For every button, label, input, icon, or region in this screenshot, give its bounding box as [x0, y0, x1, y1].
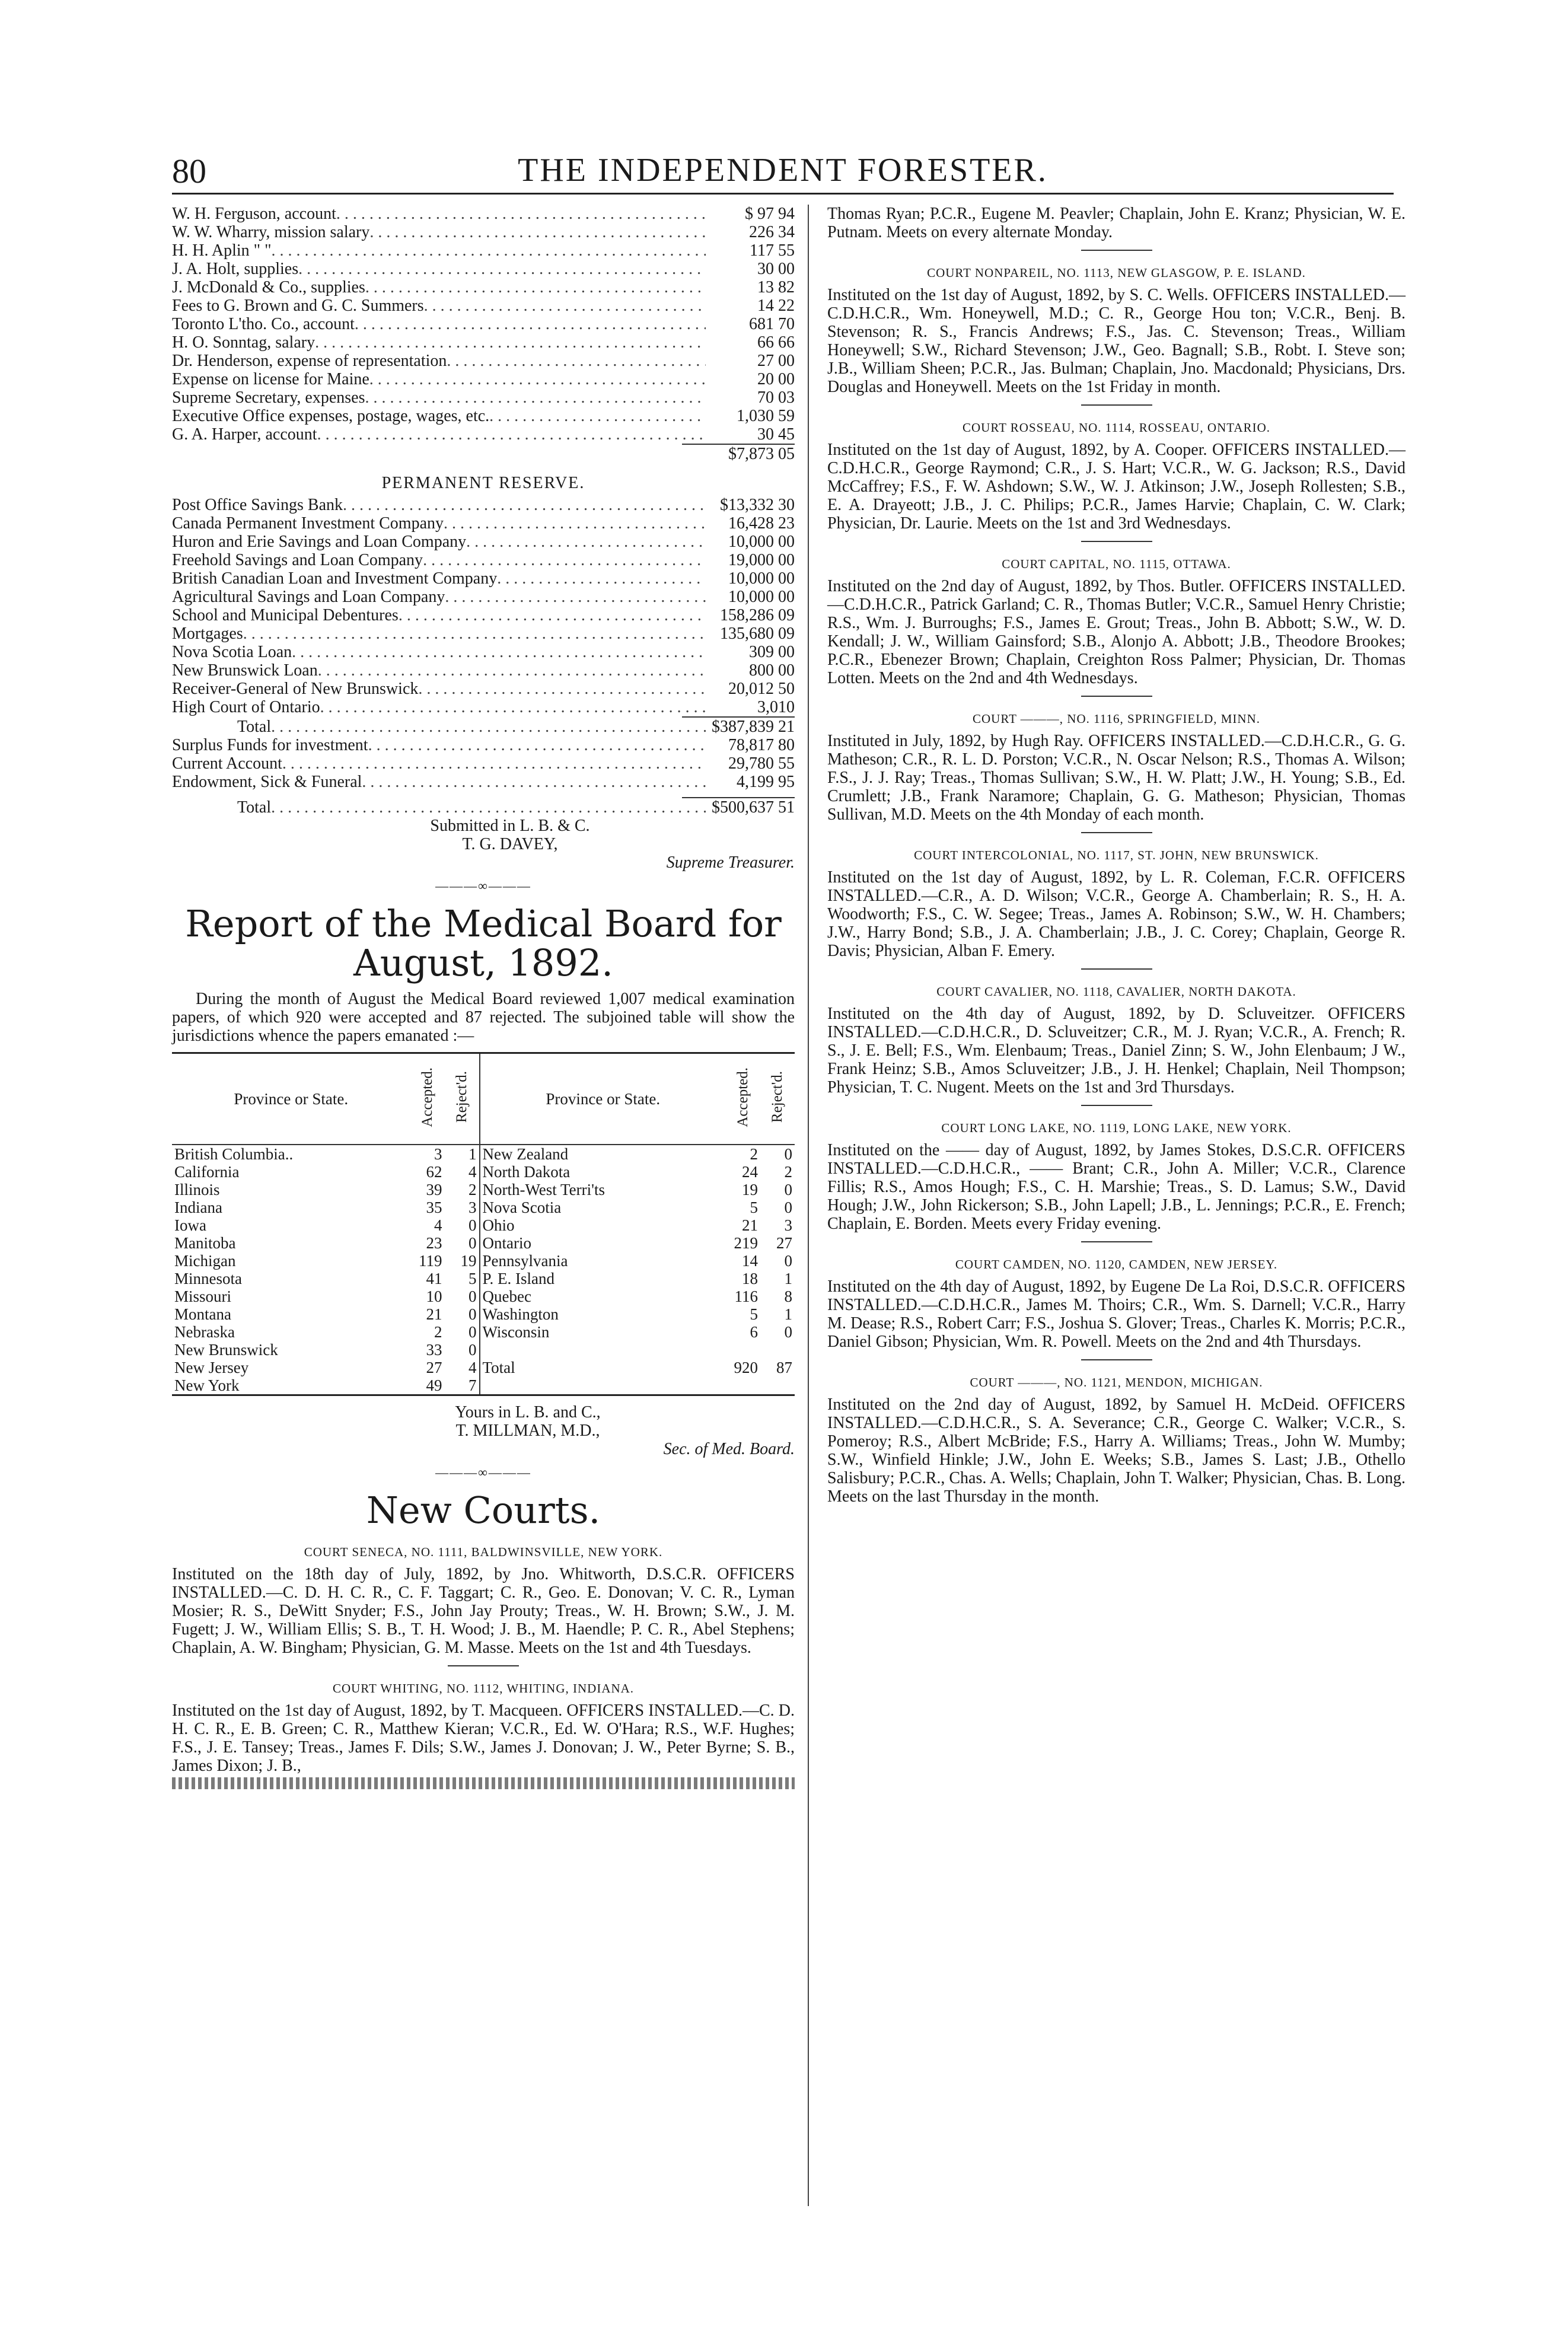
left-cell-name: Michigan — [174, 1252, 236, 1270]
court-separator — [1081, 696, 1152, 697]
left-cell-rejected: 0 — [469, 1323, 477, 1341]
right-cell-name: Total — [480, 1359, 726, 1376]
left-cell-rejected: 0 — [469, 1287, 477, 1305]
reserve-row — [172, 496, 795, 514]
reserve-row-amount: 10,000 00 — [728, 569, 795, 588]
court-body: Instituted on the 18th day of July, 1892, by Jno. Whitworth, D.S.C.R. OFFICERS INSTALLED.—C. D. H. C. R., C. F. Taggart; C. R., Geo. E. Donovan; V. C. R., Lyman Mosier; R. S., DeWitt Snyder; F.S., John Jay Prouty; Treas., W. H. Brown; S.W., J. M. Fugett; J. W., William Ellis; S. B., T. H. Wood; J. B., M. Haendle; P. C. R., Abel Stephens; Chaplain, A. W. Bingham; Physician, G. M. Masse. Meets on the 1st and 4th Tuesdays. — [172, 1565, 795, 1657]
left-cell-accepted: 2 — [434, 1323, 442, 1341]
court-entry — [827, 205, 1406, 241]
left-cell-accepted: 3 — [434, 1145, 442, 1163]
reserve-row-amount: 135,680 09 — [720, 624, 795, 643]
left-cell-name: Montana — [174, 1305, 231, 1323]
right-cell-name: Ontario — [480, 1234, 726, 1252]
left-cell-accepted: 27 — [426, 1359, 442, 1376]
court-entry — [827, 1241, 1406, 1351]
left-cell-name: Manitoba — [174, 1234, 236, 1252]
expense-row-amount: $ 97 94 — [745, 205, 795, 223]
expense-row-amount: 1,030 59 — [737, 407, 795, 425]
court-entry — [827, 250, 1406, 396]
expense-row-amount: 20 00 — [757, 370, 795, 388]
left-cell-rejected: 3 — [469, 1199, 477, 1216]
court-title: COURT WHITING, NO. 1112, WHITING, INDIANA. — [332, 1681, 635, 1695]
reserve-row-amount: 158,286 09 — [720, 606, 795, 624]
right-cell-accepted: 21 — [742, 1216, 758, 1234]
reserve-row — [172, 533, 795, 551]
other-fund-row-label: Current Account — [172, 754, 282, 773]
expense-row-label: W. H. Ferguson, account — [172, 205, 336, 223]
col-province-left: Province or State. — [172, 1053, 410, 1145]
left-cell-rejected: 0 — [469, 1341, 477, 1359]
expense-row-label: G. A. Harper, account — [172, 425, 317, 444]
medical-report-heading: Report of the Medical Board for August, 1892. — [185, 902, 782, 984]
left-cell-accepted: 119 — [419, 1252, 442, 1270]
other-fund-row-label: Surplus Funds for investment — [172, 736, 368, 754]
reserve-row-label: Post Office Savings Bank — [172, 496, 343, 514]
right-cell-rejected: 0 — [784, 1252, 792, 1270]
court-body: Instituted on the 2nd day of August, 1892, by Thos. Butler. OFFICERS INSTALLED.—C.D.H.C.R., Patrick Garland; C. R., Thomas Butler; V.C.R., Samuel Henry Christie; R.S., Wm. J. Burroughs; F.S., James E. Grout; Treas., John B. Abbott; S.W., W. D. Kendall; J. W., William Gainsford; S.B., Alonjo A. Abbott; J.B., Theodore Brookes; P.C.R., Ebenezer Brown; Chaplain, Creighton Ross Palmer; Physician, Dr. Thomas Lotten. Meets on the 2nd and 4th Wednesdays. — [827, 577, 1406, 687]
left-cell-rejected: 5 — [469, 1270, 477, 1287]
left-cell-name: Minnesota — [174, 1270, 242, 1287]
right-cell-rejected: 3 — [784, 1216, 792, 1234]
left-cell-accepted: 4 — [434, 1216, 442, 1234]
other-fund-row — [172, 736, 795, 754]
court-entry — [827, 696, 1406, 824]
ornament-divider: ———∞——— — [435, 878, 531, 893]
left-cell-rejected: 1 — [469, 1145, 477, 1163]
court-title: COURT ROSSEAU, NO. 1114, ROSSEAU, ONTARIO. — [963, 420, 1270, 435]
expense-row — [172, 223, 795, 241]
left-cell-accepted: 39 — [426, 1181, 442, 1199]
reserve-row — [172, 569, 795, 588]
reserve-row-label: Mortgages — [172, 624, 243, 643]
right-cell-name: Nova Scotia — [480, 1199, 726, 1216]
table-row — [172, 1181, 795, 1199]
reserve-row — [172, 624, 795, 643]
expenses-list — [172, 205, 795, 444]
court-title: COURT SENECA, NO. 1111, BALDWINSVILLE, NEW YORK. — [304, 1545, 663, 1559]
expense-row-amount: 14 22 — [757, 297, 795, 315]
left-cell-name: Illinois — [174, 1181, 220, 1199]
expense-row — [172, 297, 795, 315]
table-row — [172, 1163, 795, 1181]
running-title: THE INDEPENDENT FORESTER. — [518, 152, 1048, 189]
left-cell-rejected: 0 — [469, 1216, 477, 1234]
court-body: Instituted on the 1st day of August, 1892, by T. Macqueen. OFFICERS INSTALLED.—C. D. H. C. R., E. B. Green; C. R., Matthew Kieran; V.C.R., Ed. W. O'Hara; R.S., W.F. Hughes; F.S., J. E. Tansey; Treas., James F. Dils; S.W., James J. Donovan; J. W., Peter Byrne; S. B., James Dixon; J. B., — [172, 1701, 795, 1775]
col-rejected-left: Reject'd. — [445, 1053, 480, 1145]
col-rejected-right: Reject'd. — [760, 1053, 795, 1145]
court-body: Instituted on the 4th day of August, 1892, by Eugene De La Roi, D.S.C.R. OFFICERS INSTALLED.—C.D.H.C.R., James M. Thoirs; C.R., Wm. S. Darnell; V.C.R., Harry M. Dease; R.S., Robert Carr; F.S., Joshua S. Glover; Treas., Charles K. Morris; P.C.R., Daniel Gibson; Physician, Wm. R. Powell. Meets on the 2nd and 4th Thursdays. — [827, 1277, 1406, 1351]
reserve-row — [172, 514, 795, 533]
table-row — [172, 1287, 795, 1305]
reserve-list — [172, 496, 795, 716]
medical-table — [172, 1052, 795, 1396]
expense-row-label: Toronto L'tho. Co., account — [172, 315, 355, 333]
expense-row-label: J. A. Holt, supplies — [172, 260, 299, 278]
expense-row-label: Fees to G. Brown and G. C. Summers — [172, 297, 424, 315]
expense-row-label: Supreme Secretary, expenses — [172, 388, 365, 407]
expense-row-amount: 30 00 — [757, 260, 795, 278]
expense-row-amount: 681 70 — [749, 315, 795, 333]
reserve-row — [172, 661, 795, 680]
other-fund-row-amount: 4,199 95 — [737, 773, 795, 791]
expense-row-amount: 13 82 — [757, 278, 795, 297]
left-cell-name: New York — [174, 1376, 240, 1394]
expense-row-label: Executive Office expenses, postage, wages, etc. — [172, 407, 490, 425]
left-cell-name: New Brunswick — [174, 1341, 278, 1359]
table-row — [172, 1270, 795, 1287]
other-fund-row — [172, 754, 795, 773]
reserve-row-label: Freehold Savings and Loan Company — [172, 551, 423, 569]
left-cell-name: Indiana — [174, 1199, 222, 1216]
right-cell-name: Pennsylvania — [480, 1252, 726, 1270]
new-courts-heading: New Courts. — [366, 1489, 601, 1532]
reserve-row-amount: 16,428 23 — [728, 514, 795, 533]
reserve-row — [172, 643, 795, 661]
left-cell-name: Missouri — [174, 1287, 232, 1305]
right-cell-accepted: 920 — [734, 1359, 758, 1376]
reserve-row-amount: 10,000 00 — [728, 533, 795, 551]
expense-row — [172, 333, 795, 352]
left-cell-name: British Columbia.. — [174, 1145, 294, 1163]
right-courts — [827, 205, 1406, 1506]
expense-row-amount: 66 66 — [757, 333, 795, 352]
court-body: Instituted on the 4th day of August, 1892, by D. Scluveitzer. OFFICERS INSTALLED.—C.D.H.C.R., D. Scluveitzer; C.R., M. J. Ryan; V.C.R., A. French; R. S., J. E. Bell; F.S., Wm. Elenbaum; Treas., Daniel Zinn; S. W., John Elenbaum; J W., Frank Heinz; S.B., Amos Scluveitzer; J.B., J. H. Henkel; Chaplain, Neil Thompson; Physician, T. C. Nugent. Meets on the 1st and 3rd Thursdays. — [827, 1005, 1406, 1097]
left-cell-name: California — [174, 1163, 240, 1181]
court-body: Instituted on the 2nd day of August, 1892, by Samuel H. McDeid. OFFICERS INSTALLED.—C.D.H.C.R., S. A. Severance; C.R., George C. Walker; V.C.R., S. Pomeroy; R.S., Albert McBride; F.S., Harry A. Williams; Treas., John W. Mumby; S.W., Winfield Hinkle; J.W., John E. Weeks; S.B., James S. Last; J.B., Othello Salisbury; P.C.R., Chas. A. Wells; Chaplain, John T. Walker; Physician, Chas. B. Long. Meets on the last Thursday in the month. — [827, 1395, 1406, 1506]
left-cell-rejected: 7 — [469, 1376, 477, 1394]
reserve-row-amount: $13,332 30 — [720, 496, 795, 514]
reserve-row-label: Agricultural Savings and Loan Company — [172, 588, 445, 606]
table-row — [172, 1305, 795, 1323]
table-row — [172, 1359, 795, 1376]
medical-signoff-line: Yours in L. B. and C., — [455, 1403, 601, 1422]
expense-row-label: Expense on license for Maine — [172, 370, 369, 388]
right-cell-name: Washington — [480, 1305, 726, 1323]
court-separator — [1081, 250, 1152, 251]
right-cell-name — [480, 1376, 726, 1395]
medical-report-intro: During the month of August the Medical Board reviewed 1,007 medical examination papers, of which 920 were accepted and 87 rejected. The subjoined table will show the jurisdictions whence the papers emanated :— — [172, 990, 795, 1045]
court-separator — [1081, 1105, 1152, 1106]
expense-row — [172, 352, 795, 370]
left-cell-name: Iowa — [174, 1216, 206, 1234]
table-row — [172, 1216, 795, 1234]
other-fund-row-label: Endowment, Sick & Funeral — [172, 773, 362, 791]
right-cell-accepted: 6 — [750, 1323, 758, 1341]
left-cell-rejected: 4 — [469, 1163, 477, 1181]
reserve-row-amount: 800 00 — [749, 661, 795, 680]
right-cell-name: Quebec — [480, 1287, 726, 1305]
left-cell-accepted: 41 — [426, 1270, 442, 1287]
left-cell-rejected: 19 — [460, 1252, 477, 1270]
right-cell-name: Wisconsin — [480, 1323, 726, 1341]
expense-row — [172, 241, 795, 260]
reserve-row-label: British Canadian Loan and Investment Company — [172, 569, 498, 588]
right-cell-rejected: 0 — [784, 1323, 792, 1341]
permanent-reserve-heading: PERMANENT RESERVE. — [381, 474, 585, 492]
reserve-row-amount: 10,000 00 — [728, 588, 795, 606]
left-cell-accepted: 49 — [426, 1376, 442, 1394]
right-cell-name: North-West Terri'ts — [480, 1181, 726, 1199]
expense-row-amount: 226 34 — [749, 223, 795, 241]
right-cell-accepted: 5 — [750, 1199, 758, 1216]
left-cell-rejected: 4 — [469, 1359, 477, 1376]
treasurer-signoff — [172, 817, 795, 872]
court-title: COURT INTERCOLONIAL, NO. 1117, ST. JOHN, NEW BRUNSWICK. — [914, 848, 1319, 862]
right-cell-name — [480, 1341, 726, 1359]
court-entry — [827, 404, 1406, 533]
col-accepted-right: Accepted. — [726, 1053, 760, 1145]
expense-row-label: W. W. Wharry, mission salary — [172, 223, 370, 241]
treasurer-submitted: Submitted in L. B. & C. — [430, 817, 590, 835]
left-cell-name: New Jersey — [174, 1359, 249, 1376]
other-fund-row — [172, 773, 795, 791]
expense-row-label: H. H. Aplin " " — [172, 241, 272, 260]
medical-signoff — [172, 1403, 795, 1458]
table-row — [172, 1252, 795, 1270]
right-cell-accepted — [726, 1376, 760, 1395]
ornament-divider-2: ———∞——— — [435, 1465, 531, 1480]
expense-row — [172, 205, 795, 223]
expense-row-amount: 30 45 — [757, 425, 795, 444]
court-separator — [448, 1665, 519, 1666]
medical-signoff-name: T. MILLMAN, M.D., — [455, 1422, 600, 1440]
court-entry — [827, 968, 1406, 1097]
reserve-row-label: Receiver-General of New Brunswick — [172, 680, 419, 698]
court-separator — [1081, 541, 1152, 542]
right-cell-accepted: 14 — [742, 1252, 758, 1270]
page-number: 80 — [172, 152, 206, 190]
expense-row-label: J. McDonald & Co., supplies — [172, 278, 365, 297]
right-cell-rejected — [760, 1376, 795, 1395]
reserve-row-label: Nova Scotia Loan — [172, 643, 292, 661]
right-cell-rejected: 0 — [784, 1199, 792, 1216]
grand-total-amount: $500,637 51 — [712, 798, 795, 817]
court-title: COURT CAMDEN, NO. 1120, CAMDEN, NEW JERSEY. — [955, 1257, 1278, 1271]
court-separator — [1081, 1241, 1152, 1242]
medical-signoff-title: Sec. of Med. Board. — [663, 1440, 795, 1458]
expense-row — [172, 315, 795, 333]
reserve-row — [172, 588, 795, 606]
court-title: COURT CAPITAL, NO. 1115, OTTAWA. — [1002, 557, 1231, 571]
right-cell-name: North Dakota — [480, 1163, 726, 1181]
court-title: COURT CAVALIER, NO. 1118, CAVALIER, NORTH DAKOTA. — [936, 984, 1296, 999]
court-body: Instituted on the 1st day of August, 1892, by S. C. Wells. OFFICERS INSTALLED.—C.D.H.C.R., Wm. Honeywell, M.D.; C. R., George Hou ton; V.C.R., Benj. B. Stevenson; R. S., Francis Andrews; F.S., Jas. C. Stevenson; Treas., William Honeywell; S.W., Richard Stevenson; J.W., Geo. Bagnall; S.B., Robt. I. Steve son; J.B., William Sheen; P.C.R., Jas. Bulman; Chaplain, Jno. Macdonald; Physicians, Drs. Douglas and Honeywell. Meets on the 1st Friday in month. — [827, 286, 1406, 396]
table-row — [172, 1376, 795, 1395]
reserve-row-label: High Court of Ontario — [172, 698, 320, 716]
court-separator — [1081, 968, 1152, 970]
right-cell-name: New Zealand — [480, 1145, 726, 1163]
left-cell-accepted: 33 — [426, 1341, 442, 1359]
right-cell-accepted: 219 — [734, 1234, 758, 1252]
left-cell-accepted: 23 — [426, 1234, 442, 1252]
expense-row-amount: 70 03 — [757, 388, 795, 407]
reserve-row-label: Huron and Erie Savings and Loan Company — [172, 533, 467, 551]
reserve-row — [172, 606, 795, 624]
court-body: Instituted on the —— day of August, 1892, by James Stokes, D.S.C.R. OFFICERS INSTALLED.—C.D.H.C.R., —— Brant; C.R., John A. Miller; V.C.R., Clarence Fillis; R.S., Amos Hough; F.S., C. H. Marshie; Treas., S. D. Lamus; S.W., David Hough; J.W., John Rickerson; S.B., John Lapell; J.B., L. Jennings; P.C.R., E. French; Chaplain, E. Borden. Meets every Friday evening. — [827, 1141, 1406, 1233]
court-title: COURT ———, NO. 1116, SPRINGFIELD, MINN. — [973, 712, 1260, 726]
table-row — [172, 1145, 795, 1163]
reserve-row-label: Canada Permanent Investment Company — [172, 514, 444, 533]
reserve-row — [172, 680, 795, 698]
court-body: Thomas Ryan; P.C.R., Eugene M. Peavler; Chaplain, John E. Kranz; Physician, W. E. Putnam. Meets on every alternate Monday. — [827, 205, 1406, 241]
reserve-row-amount: 309 00 — [749, 643, 795, 661]
left-cell-name: Nebraska — [174, 1323, 235, 1341]
other-fund-row-amount: 29,780 55 — [728, 754, 795, 773]
reserve-total-row — [172, 718, 795, 736]
court-entry — [827, 832, 1406, 960]
expense-row — [172, 407, 795, 425]
court-entry — [827, 1359, 1406, 1506]
left-cell-rejected: 0 — [469, 1305, 477, 1323]
court-body: Instituted on the 1st day of August, 1892, by A. Cooper. OFFICERS INSTALLED.—C.D.H.C.R., George Raymond; C.R., J. S. Hart; V.C.R., W. G. Jackson; R.S., David McCaffrey; F.S., F. W. Ashdown; S.W., W. J. Atkinson; J.W., Joseph Rollesten; S.B., E. A. Drayeott; J.B., J. C. Philips; P.C.R., James Harvie; Chaplain, C. W. Clark; Physician, Dr. Laurie. Meets on the 1st and 3rd Wednesdays. — [827, 441, 1406, 533]
reserve-total-label: Total — [237, 718, 272, 736]
col-province-right: Province or State. — [480, 1053, 726, 1145]
court-title: COURT NONPAREIL, NO. 1113, NEW GLASGOW, P. E. ISLAND. — [927, 266, 1306, 280]
other-fund-row-amount: 78,817 80 — [728, 736, 795, 754]
court-entry — [172, 1543, 795, 1657]
expense-row-amount: 27 00 — [757, 352, 795, 370]
expense-row — [172, 370, 795, 388]
running-header — [172, 151, 1394, 195]
table-row — [172, 1199, 795, 1216]
right-cell-rejected: 1 — [784, 1270, 792, 1287]
right-cell-rejected: 0 — [784, 1181, 792, 1199]
col-accepted-left: Accepted. — [410, 1053, 445, 1145]
expense-row-label: Dr. Henderson, expense of representation — [172, 352, 447, 370]
other-funds-list — [172, 736, 795, 791]
treasurer-name: T. G. DAVEY, — [462, 835, 558, 853]
grand-total-label: Total — [237, 798, 272, 817]
right-cell-name: Ohio — [480, 1216, 726, 1234]
court-body: Instituted in July, 1892, by Hugh Ray. OFFICERS INSTALLED.—C.D.H.C.R., G. G. Matheson; C.R., R. L. D. Porston; V.C.R., N. Oscar Nelson; R.S., Thomas A. Wilson; F.S., J. J. Ray; Treas., Thomas Sullivan; S.W., H. W. Platt; J.W., H. Young; S.B., Ed. Crumlett; J.B., Frank Naramore; Chaplain, G. G. Matheson; Physician, Thomas Sullivan, M.D. Meets on the 4th Monday of each month. — [827, 732, 1406, 824]
reserve-row-amount: 19,000 00 — [728, 551, 795, 569]
reserve-row-amount: 20,012 50 — [728, 680, 795, 698]
column-divider — [808, 205, 809, 2206]
court-separator — [1081, 832, 1152, 833]
court-title: COURT ———, NO. 1121, MENDON, MICHIGAN. — [970, 1375, 1263, 1389]
reserve-row-label: School and Municipal Debentures — [172, 606, 399, 624]
expense-row-amount: 117 55 — [750, 241, 795, 260]
expense-row — [172, 278, 795, 297]
right-column — [827, 205, 1406, 1506]
court-body: Instituted on the 1st day of August, 1892, by L. R. Coleman, F.C.R. OFFICERS INSTALLED.—C.R., A. D. Wilson; V.C.R., George A. Chamberlain; R. S., H. A. Woodworth; F.S., C. W. Segee; Treas., James A. Robinson; S.W., W. H. Chambers; J.W., Harry Bond; S.B., J. A. Chamberlain; J.B., J. C. Corey; Chaplain, George R. Davis; Physician, Alban F. Emery. — [827, 868, 1406, 960]
expense-row — [172, 260, 795, 278]
left-cell-accepted: 21 — [426, 1305, 442, 1323]
right-cell-rejected: 1 — [784, 1305, 792, 1323]
right-cell-accepted — [726, 1341, 760, 1359]
right-cell-accepted: 18 — [742, 1270, 758, 1287]
left-cell-accepted: 62 — [426, 1163, 442, 1181]
court-separator — [1081, 1359, 1152, 1360]
right-cell-rejected — [760, 1341, 795, 1359]
right-cell-rejected: 2 — [784, 1163, 792, 1181]
reserve-total-amount: $387,839 21 — [712, 718, 795, 736]
left-cell-accepted: 35 — [426, 1199, 442, 1216]
table-row — [172, 1323, 795, 1341]
court-separator — [1081, 404, 1152, 406]
right-cell-accepted: 5 — [750, 1305, 758, 1323]
left-courts — [172, 1543, 795, 1775]
print-smudge — [172, 1777, 795, 1789]
right-cell-rejected: 8 — [784, 1287, 792, 1305]
right-cell-accepted: 24 — [742, 1163, 758, 1181]
right-cell-name: P. E. Island — [480, 1270, 726, 1287]
left-cell-rejected: 2 — [469, 1181, 477, 1199]
reserve-row-label: New Brunswick Loan — [172, 661, 318, 680]
right-cell-accepted: 19 — [742, 1181, 758, 1199]
right-cell-accepted: 116 — [734, 1287, 758, 1305]
table-row — [172, 1341, 795, 1359]
left-cell-accepted: 10 — [426, 1287, 442, 1305]
court-title: COURT LONG LAKE, NO. 1119, LONG LAKE, NEW YORK. — [941, 1121, 1292, 1135]
right-cell-accepted: 2 — [750, 1145, 758, 1163]
expenses-total: $7,873 05 — [728, 445, 795, 463]
table-row — [172, 1234, 795, 1252]
reserve-row — [172, 698, 795, 716]
court-entry — [172, 1665, 795, 1775]
expense-row-label: H. O. Sonntag, salary — [172, 333, 315, 352]
court-entry — [827, 541, 1406, 687]
reserve-row — [172, 551, 795, 569]
expense-row — [172, 388, 795, 407]
grand-total-row — [172, 798, 795, 817]
court-entry — [827, 1105, 1406, 1233]
reserve-row-amount: 3,010 — [757, 698, 795, 716]
right-cell-rejected: 0 — [784, 1145, 792, 1163]
left-column — [172, 205, 795, 1789]
treasurer-title: Supreme Treasurer. — [666, 853, 795, 872]
left-cell-rejected: 0 — [469, 1234, 477, 1252]
expense-row — [172, 425, 795, 444]
right-cell-rejected: 87 — [776, 1359, 792, 1376]
right-cell-rejected: 27 — [776, 1234, 792, 1252]
